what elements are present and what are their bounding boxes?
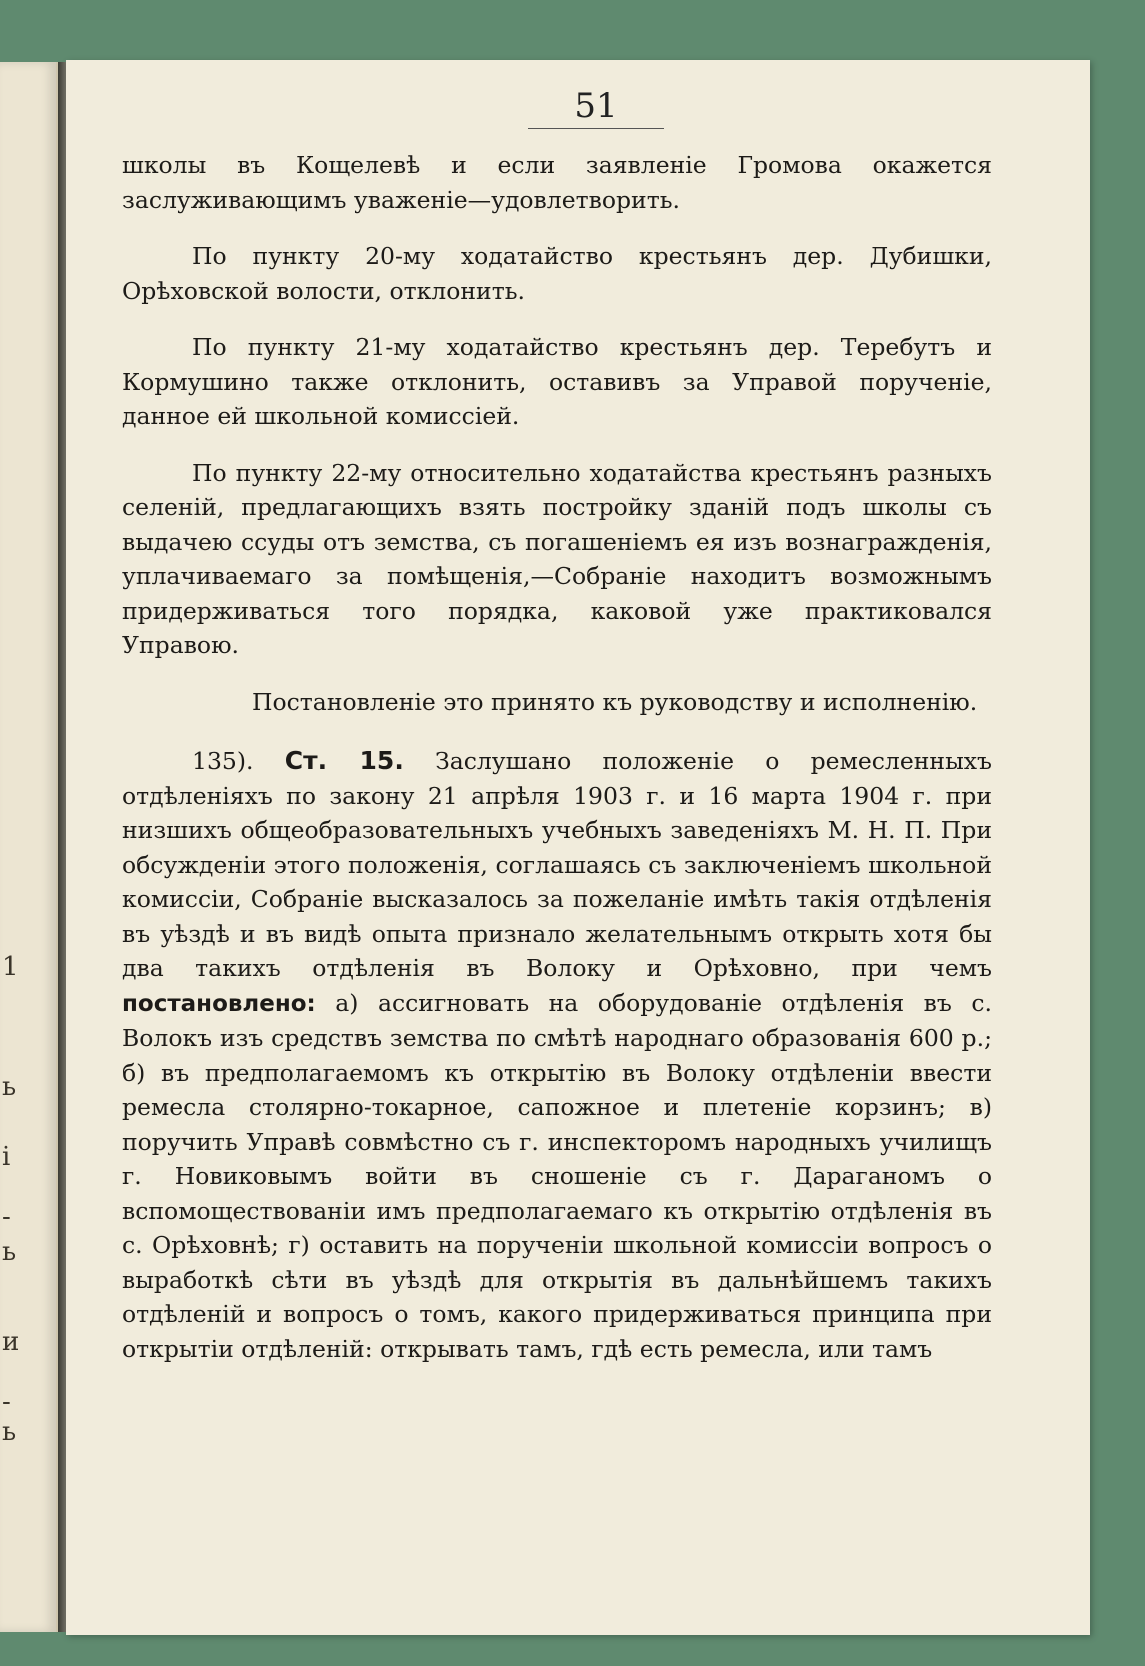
paragraph-continuation: школы въ Кощелевѣ и если заявленіе Громова окажется заслуживающимъ уваженіе—удовлетворить. bbox=[122, 151, 992, 214]
decree-word: постановлено: bbox=[122, 990, 316, 1017]
edge-glyph: - bbox=[2, 1387, 11, 1417]
article-label: Ст. 15. bbox=[284, 746, 404, 775]
book-gutter bbox=[58, 62, 66, 1632]
edge-glyph: 1 bbox=[2, 952, 19, 982]
edge-glyph: ь bbox=[2, 1072, 17, 1102]
edge-glyph: и bbox=[2, 1327, 20, 1357]
left-page-edge bbox=[0, 62, 58, 1632]
paragraph-point-21: По пункту 21-му ходатайство крестьянъ дер. Теребутъ и Кормушино также отклонить, оставивъ за Управой порученіе, данное ей школьной комиссіей. bbox=[122, 333, 992, 430]
page-number-rule bbox=[528, 128, 664, 129]
paragraph-point-20: По пункту 20-му ходатайство крестьянъ дер. Дубишки, Орѣховской волости, отклонить. bbox=[122, 242, 992, 305]
edge-glyph: ь bbox=[2, 1237, 17, 1267]
article-text-part-1: Заслушано положеніе о ремесленныхъ отдѣленіяхъ по закону 21 апрѣля 1903 г. и 16 марта 1904 г. при низшихъ общеобразовательныхъ учебныхъ заведеніяхъ М. Н. П. При обсужденіи этого положенія, соглашаясь съ заключеніемъ школьной комиссіи, Собраніе высказалось за пожеланіе имѣть такія отдѣленія въ уѣздѣ и въ видѣ опыта признало желательнымъ открыть хотя бы два такихъ отдѣленія въ Волоку и Орѣховно, при чемъ bbox=[122, 747, 992, 982]
page-text bbox=[122, 148, 992, 1366]
article-text-part-2: а) ассигновать на оборудованіе отдѣленія въ с. Волокъ изъ средствъ земства по смѣтѣ народнаго образованія 600 р.; б) въ предполагаемомъ къ открытію въ Волоку отдѣленіи ввести ремесла столярно-токарное, сапожное и плетеніе корзинъ; в) поручить Управѣ совмѣстно съ г. инспекторомъ народныхъ училищъ г. Новиковымъ войти въ сношеніе съ г. Дараганомъ о вспомоществованіи имъ предполагаемаго къ открытію отдѣленія въ с. Орѣховнѣ; г) оставить на порученіи школьной комиссіи вопросъ о выработкѣ сѣти въ уѣздѣ для открытія въ дальнѣйшемъ такихъ отдѣленій и вопросъ о томъ, какого придерживаться принципа при открытіи отдѣленій: открывать тамъ, гдѣ есть ремесла, или тамъ bbox=[122, 988, 992, 1363]
edge-glyph: - bbox=[2, 1202, 11, 1232]
book-page bbox=[66, 60, 1090, 1635]
paragraph-article-15 bbox=[122, 744, 992, 1366]
page-number: 51 bbox=[574, 86, 618, 126]
paragraph-point-22: По пункту 22-му относительно ходатайства крестьянъ разныхъ селеній, предлагающихъ взять постройку зданій подъ школы съ выдачею ссуды отъ земства, съ погашеніемъ ея изъ вознагражденія, уплачиваемаго за помѣщенія,—Собраніе находитъ возможнымъ придерживаться того порядка, каковой уже практиковался Управою. bbox=[122, 458, 992, 659]
item-number: 135). bbox=[192, 747, 254, 775]
edge-glyph: і bbox=[2, 1142, 11, 1172]
edge-glyph: ь bbox=[2, 1417, 17, 1447]
paragraph-resolution: Постановленіе это принято къ руководству и исполненію. bbox=[252, 687, 978, 716]
